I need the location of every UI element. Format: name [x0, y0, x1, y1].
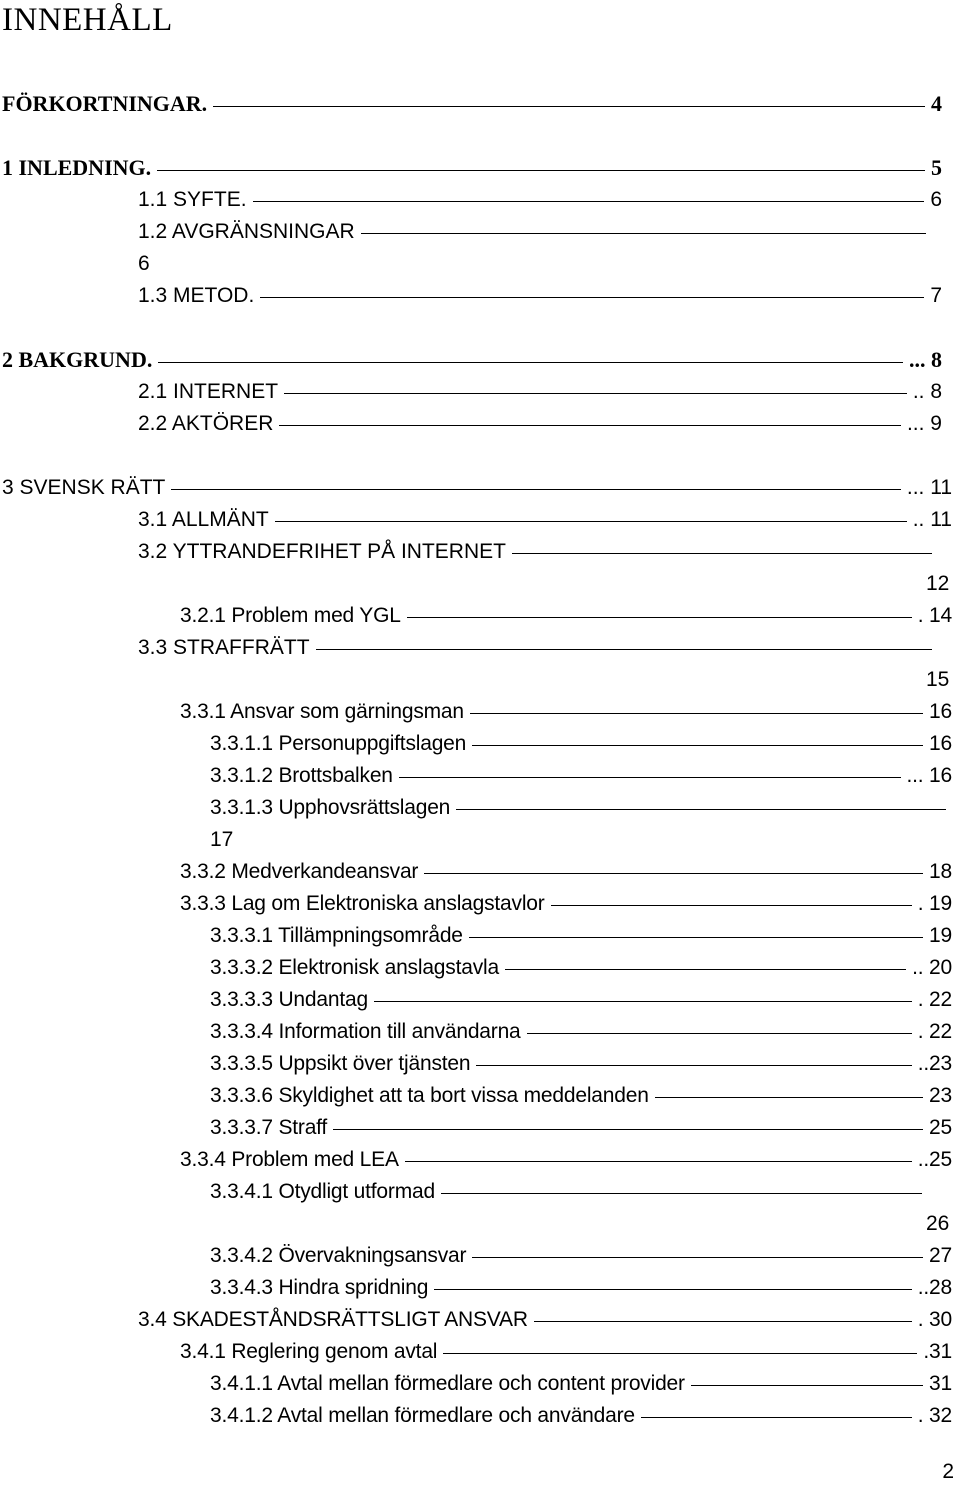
dot-leader	[361, 233, 926, 234]
toc-entry-page: .. 20	[912, 956, 952, 979]
toc-entry[interactable]	[210, 1272, 952, 1304]
toc-entry-label: 3.3.1.3 Upphovsrättslagen	[210, 796, 451, 819]
toc-entry[interactable]	[210, 1016, 952, 1048]
toc-entry-page: . 22	[917, 1020, 952, 1043]
page-title: INNEHÅLL	[2, 2, 173, 38]
toc-entry[interactable]	[210, 792, 952, 824]
toc-entry-label: 3.3.3 Lag om Elektroniska anslagstavlor	[180, 892, 545, 915]
dot-leader	[374, 1001, 912, 1002]
dot-leader	[527, 1033, 912, 1034]
toc-entry-page: 15	[926, 668, 950, 691]
toc-entry-page: 12	[926, 572, 950, 595]
toc-entry-page: . 14	[917, 604, 952, 627]
toc-entry[interactable]	[138, 280, 942, 312]
toc-entry-label: 3.4 SKADESTÅNDSRÄTTSLIGT ANSVAR	[138, 1308, 528, 1331]
toc-entry-page: .. 8	[912, 380, 942, 403]
toc-entry[interactable]	[210, 1176, 928, 1208]
toc-entry-page: 26	[926, 1212, 950, 1235]
toc-entry-page: 5	[931, 155, 942, 180]
toc-entry-page: . 19	[917, 892, 952, 915]
toc-entry-page: ... 8	[909, 347, 942, 372]
dot-leader	[476, 1065, 911, 1066]
toc-entry[interactable]	[138, 376, 942, 408]
toc-entry-page: .31	[923, 1340, 952, 1363]
toc-entry[interactable]	[138, 632, 938, 664]
toc-entry-label: 1 INLEDNING.	[2, 155, 152, 180]
toc-entry-label: 3.3.3.4 Information till användarna	[210, 1020, 521, 1043]
dot-leader	[551, 905, 912, 906]
toc-entry[interactable]	[2, 344, 942, 376]
dot-leader	[424, 873, 923, 874]
dot-leader	[441, 1193, 922, 1194]
toc-entry[interactable]	[180, 1336, 952, 1368]
toc-entry-label: 2.1 INTERNET	[138, 380, 279, 403]
dot-leader	[655, 1097, 923, 1098]
toc-entry-page: 6	[930, 188, 942, 211]
toc-entry[interactable]	[2, 152, 942, 184]
toc-entry-page: ..28	[917, 1276, 952, 1299]
toc-entry-page: 16	[929, 732, 952, 755]
dot-leader	[157, 170, 925, 171]
dot-leader	[472, 745, 923, 746]
toc-entry-page: . 32	[917, 1404, 952, 1427]
dot-leader	[434, 1289, 912, 1290]
toc-entry-label: 3.4.1 Reglering genom avtal	[180, 1340, 438, 1363]
toc-entry-label: 3.3.4.1 Otydligt utformad	[210, 1180, 435, 1203]
dot-leader	[333, 1129, 923, 1130]
toc-entry-page: 6	[138, 252, 150, 275]
dot-leader	[213, 106, 925, 107]
toc-entry-label: 1.2 AVGRÄNSNINGAR	[138, 220, 355, 243]
toc-entry[interactable]	[180, 1144, 952, 1176]
toc-entry-label: 3.3.3.3 Undantag	[210, 988, 368, 1011]
dot-leader	[399, 777, 901, 778]
toc-entry[interactable]	[210, 1080, 952, 1112]
toc-entry[interactable]	[138, 536, 938, 568]
dot-leader	[534, 1321, 912, 1322]
dot-leader	[641, 1417, 912, 1418]
toc-entry[interactable]	[210, 1048, 952, 1080]
toc-entry[interactable]	[138, 504, 952, 536]
dot-leader	[275, 521, 907, 522]
toc-entry[interactable]	[210, 1368, 952, 1400]
toc-entry[interactable]	[180, 600, 952, 632]
dot-leader	[472, 1257, 923, 1258]
dot-leader	[691, 1385, 923, 1386]
toc-entry-page: 25	[929, 1116, 952, 1139]
toc-entry-label: 3.4.1.1 Avtal mellan förmedlare och content provider	[210, 1372, 685, 1395]
toc-entry-page: ..23	[917, 1052, 952, 1075]
toc-entry[interactable]	[180, 856, 952, 888]
toc-entry[interactable]	[210, 1112, 952, 1144]
dot-leader	[158, 362, 903, 363]
toc-entry-label: 3.3.4.2 Övervakningsansvar	[210, 1244, 467, 1267]
toc-entry-page: 18	[929, 860, 952, 883]
toc-entry-label: FÖRKORTNINGAR.	[2, 91, 208, 116]
toc-entry-page: 17	[210, 828, 234, 851]
toc-entry[interactable]	[210, 1400, 952, 1432]
dot-leader	[253, 201, 925, 202]
toc-entry[interactable]	[180, 888, 952, 920]
toc-entry[interactable]	[210, 920, 952, 952]
toc-entry-page: ... 11	[906, 476, 952, 499]
toc-entry-page: ... 9	[906, 412, 942, 435]
toc-entry-label: 3.3.1 Ansvar som gärningsman	[180, 700, 464, 723]
toc-entry[interactable]	[210, 760, 952, 792]
toc-entry-label: 3.3.3.1 Tillämpningsområde	[210, 924, 463, 947]
toc-entry[interactable]	[210, 984, 952, 1016]
toc-entry-label: 3.3.3.7 Straff	[210, 1116, 328, 1139]
toc-entry-label: 2 BAKGRUND.	[2, 347, 153, 372]
toc-entry-label: 3.3 STRAFFRÄTT	[138, 636, 310, 659]
dot-leader	[505, 969, 906, 970]
dot-leader	[470, 713, 923, 714]
dot-leader	[456, 809, 946, 810]
toc-entry-page: 23	[929, 1084, 952, 1107]
toc-entry[interactable]	[210, 1240, 952, 1272]
toc-entry-label: 3.1 ALLMÄNT	[138, 508, 269, 531]
page-number: 2	[942, 1460, 954, 1483]
dot-leader	[407, 617, 912, 618]
toc-entry-page: 27	[929, 1244, 952, 1267]
toc-entry-label: 3 SVENSK RÄTT	[2, 476, 166, 499]
toc-entry-label: 3.3.1.2 Brottsbalken	[210, 764, 393, 787]
toc-entry-label: 3.3.4 Problem med LEA	[180, 1148, 399, 1171]
toc-entry[interactable]	[138, 184, 942, 216]
toc-entry[interactable]	[138, 1304, 952, 1336]
toc-entry-page: 7	[930, 284, 942, 307]
dot-leader	[405, 1161, 912, 1162]
toc-entry[interactable]	[210, 952, 952, 984]
toc-entry-page: . 30	[917, 1308, 952, 1331]
toc-entry[interactable]	[2, 88, 942, 120]
toc-entry-label: 3.3.4.3 Hindra spridning	[210, 1276, 429, 1299]
toc-entry-label: 3.3.1.1 Personuppgiftslagen	[210, 732, 467, 755]
dot-leader	[260, 297, 924, 298]
dot-leader	[469, 937, 923, 938]
dot-leader	[171, 489, 900, 490]
toc-entry[interactable]	[138, 408, 942, 440]
toc-entry-label: 3.3.3.6 Skyldighet att ta bort vissa meddelanden	[210, 1084, 649, 1107]
toc-entry-page: ... 16	[906, 764, 952, 787]
toc-entry-label: 3.3.2 Medverkandeansvar	[180, 860, 419, 883]
toc-entry-label: 3.4.1.2 Avtal mellan förmedlare och användare	[210, 1404, 635, 1427]
toc-entry-label: 1.3 METOD.	[138, 284, 255, 307]
toc-entry-page: . 22	[917, 988, 952, 1011]
toc-entry[interactable]	[2, 472, 952, 504]
dot-leader	[279, 425, 901, 426]
toc-entry-page: 19	[929, 924, 952, 947]
dot-leader	[284, 393, 907, 394]
toc-entry-label: 3.3.3.5 Uppsikt över tjänsten	[210, 1052, 471, 1075]
toc-entry-label: 3.2.1 Problem med YGL	[180, 604, 401, 627]
toc-entry-label: 2.2 AKTÖRER	[138, 412, 274, 435]
dot-leader	[512, 553, 932, 554]
toc-entry-page: ..25	[917, 1148, 952, 1171]
dot-leader	[316, 649, 932, 650]
toc-entry-page: .. 11	[912, 508, 952, 531]
toc-entry[interactable]	[180, 696, 952, 728]
toc-entry[interactable]	[210, 728, 952, 760]
dot-leader	[443, 1353, 917, 1354]
toc-entry-label: 1.1 SYFTE.	[138, 188, 247, 211]
toc-entry-label: 3.2 YTTRANDEFRIHET PÅ INTERNET	[138, 540, 506, 563]
toc-entry-page: 31	[929, 1372, 952, 1395]
toc-entry-page: 16	[929, 700, 952, 723]
toc-entry-label: 3.3.3.2 Elektronisk anslagstavla	[210, 956, 499, 979]
toc-entry[interactable]	[138, 216, 932, 248]
toc-entry-page: 4	[931, 91, 942, 116]
